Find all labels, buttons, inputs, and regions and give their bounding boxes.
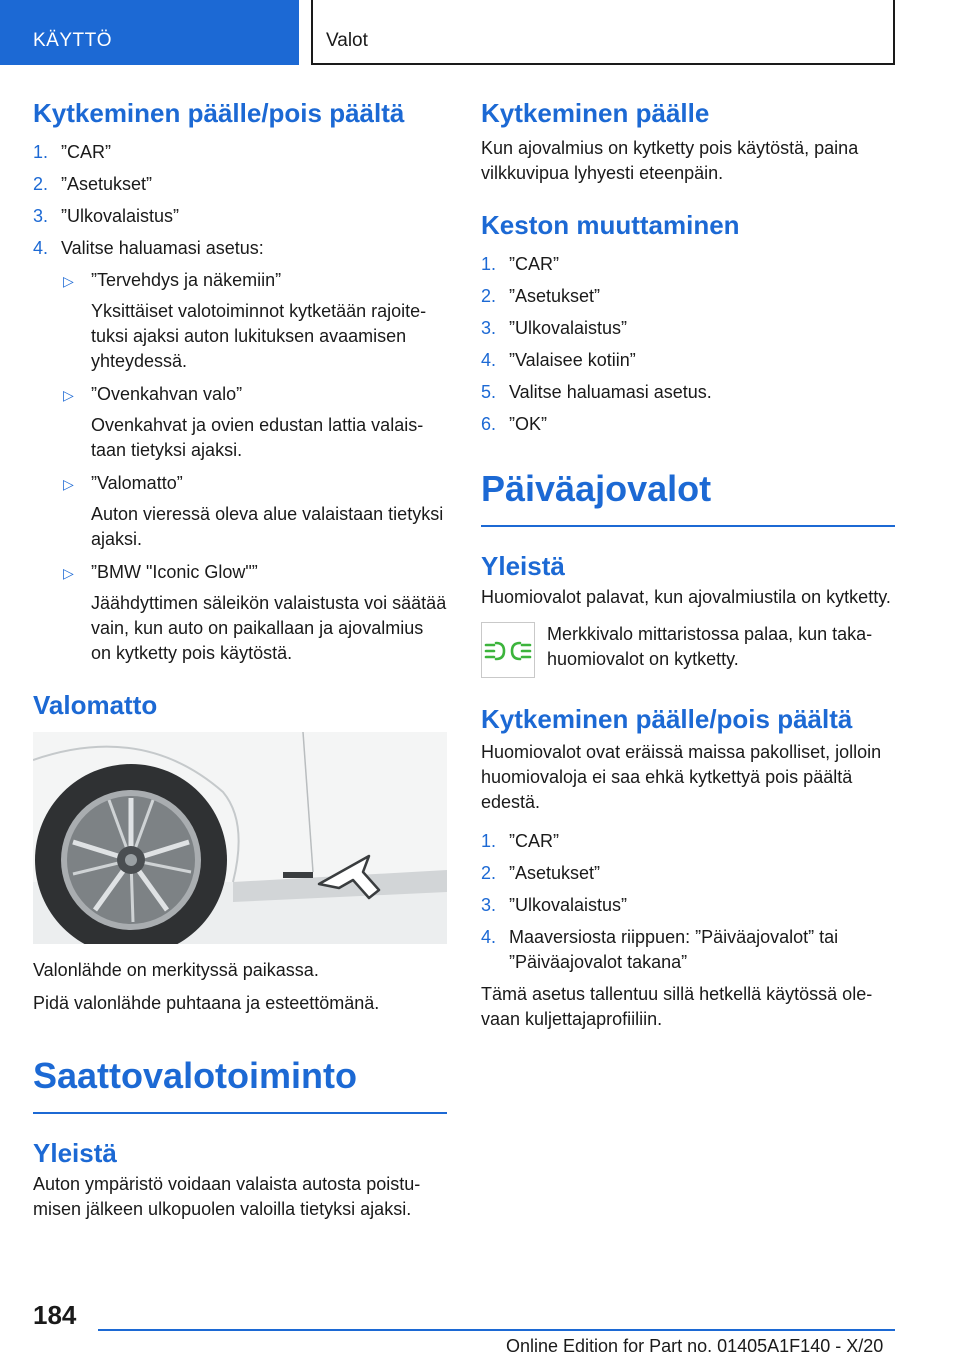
step-number: 3. xyxy=(481,895,497,915)
step-text: ”Valaisee kotiin” xyxy=(509,350,636,370)
option-title: ”BMW "Iconic Glow"” xyxy=(91,562,258,582)
rear-fog-indicator-icon xyxy=(481,622,535,678)
step-number: 3. xyxy=(481,318,497,338)
step-number: 1. xyxy=(481,831,497,851)
option-desc: Yksittäiset valotoiminnot kytketään rajoitetuksi ajaksi auton lukituksen avaamisen yhteydessä. xyxy=(91,301,427,371)
car-wheel-photo xyxy=(33,732,447,944)
option-title: ”Tervehdys ja näkemiin” xyxy=(91,270,282,290)
step-number: 5. xyxy=(481,382,497,402)
paragraph-location: Valonlähde on merkityssä paikassa. xyxy=(33,960,319,980)
step-item xyxy=(481,925,895,975)
option-list xyxy=(33,268,447,666)
option-title: ”Ovenkahvan valo” xyxy=(91,384,243,404)
step-number: 4. xyxy=(481,350,497,370)
step-item xyxy=(481,348,895,373)
step-item xyxy=(481,412,895,437)
step-text: ”Asetukset” xyxy=(509,286,601,306)
step-number: 3. xyxy=(33,206,49,226)
option-item xyxy=(61,382,447,463)
duration-steps xyxy=(481,252,895,437)
step-number: 2. xyxy=(33,174,49,194)
step-number: 6. xyxy=(481,414,497,434)
step-text: ”Ulkovalaistus” xyxy=(61,206,180,226)
triangle-bullet-icon: ▷ xyxy=(63,565,74,581)
step-text: ”CAR” xyxy=(509,831,559,851)
step-text: ”CAR” xyxy=(509,254,559,274)
step-item xyxy=(33,236,447,261)
option-item xyxy=(61,268,447,374)
step-item xyxy=(33,172,447,197)
footer-divider xyxy=(98,1329,895,1331)
option-title: ”Valomatto” xyxy=(91,473,183,493)
option-desc: Jäähdyttimen säleikön valaistusta voi säätää vain, kun auto on paikallaan ja ajovalmius on kytketty pois käytöstä. xyxy=(91,593,447,663)
heading-duration: Keston muuttaminen xyxy=(481,210,740,240)
step-text: ”Ulkovalaistus” xyxy=(509,318,628,338)
step-item xyxy=(481,252,895,277)
paragraph-daylights: Huomiovalot palavat, kun ajovalmiustila on kytketty. xyxy=(481,587,891,607)
step-text: ”Ulkovalaistus” xyxy=(509,895,628,915)
section-tab xyxy=(0,0,299,65)
heading-on: Kytkeminen päälle xyxy=(481,98,710,128)
paragraph-saattovalo: Auton ympäristö voidaan valaista autosta poistumisen jälkeen ulkopuolen valoilla tietyksi ajaksi. xyxy=(33,1174,421,1219)
option-item xyxy=(61,560,447,666)
step-item xyxy=(33,140,447,165)
chapter-title: Valot xyxy=(326,30,368,51)
heading-saattovalotoiminto: Saattovalotoiminto xyxy=(33,1054,447,1114)
step-number: 2. xyxy=(481,863,497,883)
step-item xyxy=(481,284,895,309)
heading-daylight-on-off: Kytkeminen päälle/pois päältä xyxy=(481,704,853,734)
paragraph-mandatory: Huomiovalot ovat eräissä maissa pakolliset, jolloin huomiovaloja ei saa ehkä kytkettyä pois päältä edestä. xyxy=(481,742,882,812)
car-wheel-illustration xyxy=(33,732,447,944)
left-column xyxy=(33,96,447,1230)
paragraph-profile: Tämä asetus tallentuu sillä hetkellä käytössä olevaan kuljettajaprofiiliin. xyxy=(481,984,873,1029)
step-item xyxy=(481,829,895,854)
heading-valomatto: Valomatto xyxy=(33,690,158,720)
step-item xyxy=(481,861,895,886)
indicator-notice xyxy=(481,622,895,682)
step-number: 4. xyxy=(33,238,49,258)
step-number: 2. xyxy=(481,286,497,306)
step-item xyxy=(33,204,447,229)
step-text: ”CAR” xyxy=(61,142,111,162)
right-column xyxy=(481,96,895,1040)
step-text: Valitse haluamasi asetus: xyxy=(61,238,264,258)
page-number: 184 xyxy=(33,1300,77,1330)
step-number: 4. xyxy=(481,927,497,947)
heading-daylights: Päiväajovalot xyxy=(481,467,895,527)
paragraph-on: Kun ajovalmius on kytketty pois käytöstä, paina vilkkuvipua lyhyesti eteenpäin. xyxy=(481,138,859,183)
option-item xyxy=(61,471,447,552)
settings-steps xyxy=(33,140,447,261)
step-text: ”Asetukset” xyxy=(509,863,601,883)
step-item xyxy=(481,893,895,918)
heading-on-off: Kytkeminen päälle/pois päältä xyxy=(33,98,405,128)
triangle-bullet-icon: ▷ xyxy=(63,476,74,492)
step-text: Valitse haluamasi asetus. xyxy=(509,382,712,402)
step-text: Maaversiosta riippuen: ”Päiväajovalot” tai ”Päiväajovalot takana” xyxy=(509,927,839,972)
step-number: 1. xyxy=(481,254,497,274)
option-desc: Auton vieressä oleva alue valaistaan tietyksi ajaksi. xyxy=(91,504,444,549)
edition-footer: Online Edition for Part no. 01405A1F140 - X/20 xyxy=(506,1336,884,1356)
notice-text: Merkkivalo mittaristossa palaa, kun takahuomiovalot on kytketty. xyxy=(547,624,873,669)
section-title: KÄYTTÖ xyxy=(33,30,113,51)
paragraph-clean: Pidä valonlähde puhtaana ja esteettömänä. xyxy=(33,993,380,1013)
heading-yleista: Yleistä xyxy=(33,1138,117,1168)
triangle-bullet-icon: ▷ xyxy=(63,273,74,289)
step-item xyxy=(481,316,895,341)
step-text: ”Asetukset” xyxy=(61,174,153,194)
heading-yleista-right: Yleistä xyxy=(481,551,565,581)
step-item xyxy=(481,380,895,405)
step-number: 1. xyxy=(33,142,49,162)
chapter-header xyxy=(311,0,895,65)
daylight-steps xyxy=(481,829,895,975)
option-desc: Ovenkahvat ja ovien edustan lattia valaistaan tietyksi ajaksi. xyxy=(91,415,424,460)
step-text: ”OK” xyxy=(509,414,547,434)
triangle-bullet-icon: ▷ xyxy=(63,387,74,403)
